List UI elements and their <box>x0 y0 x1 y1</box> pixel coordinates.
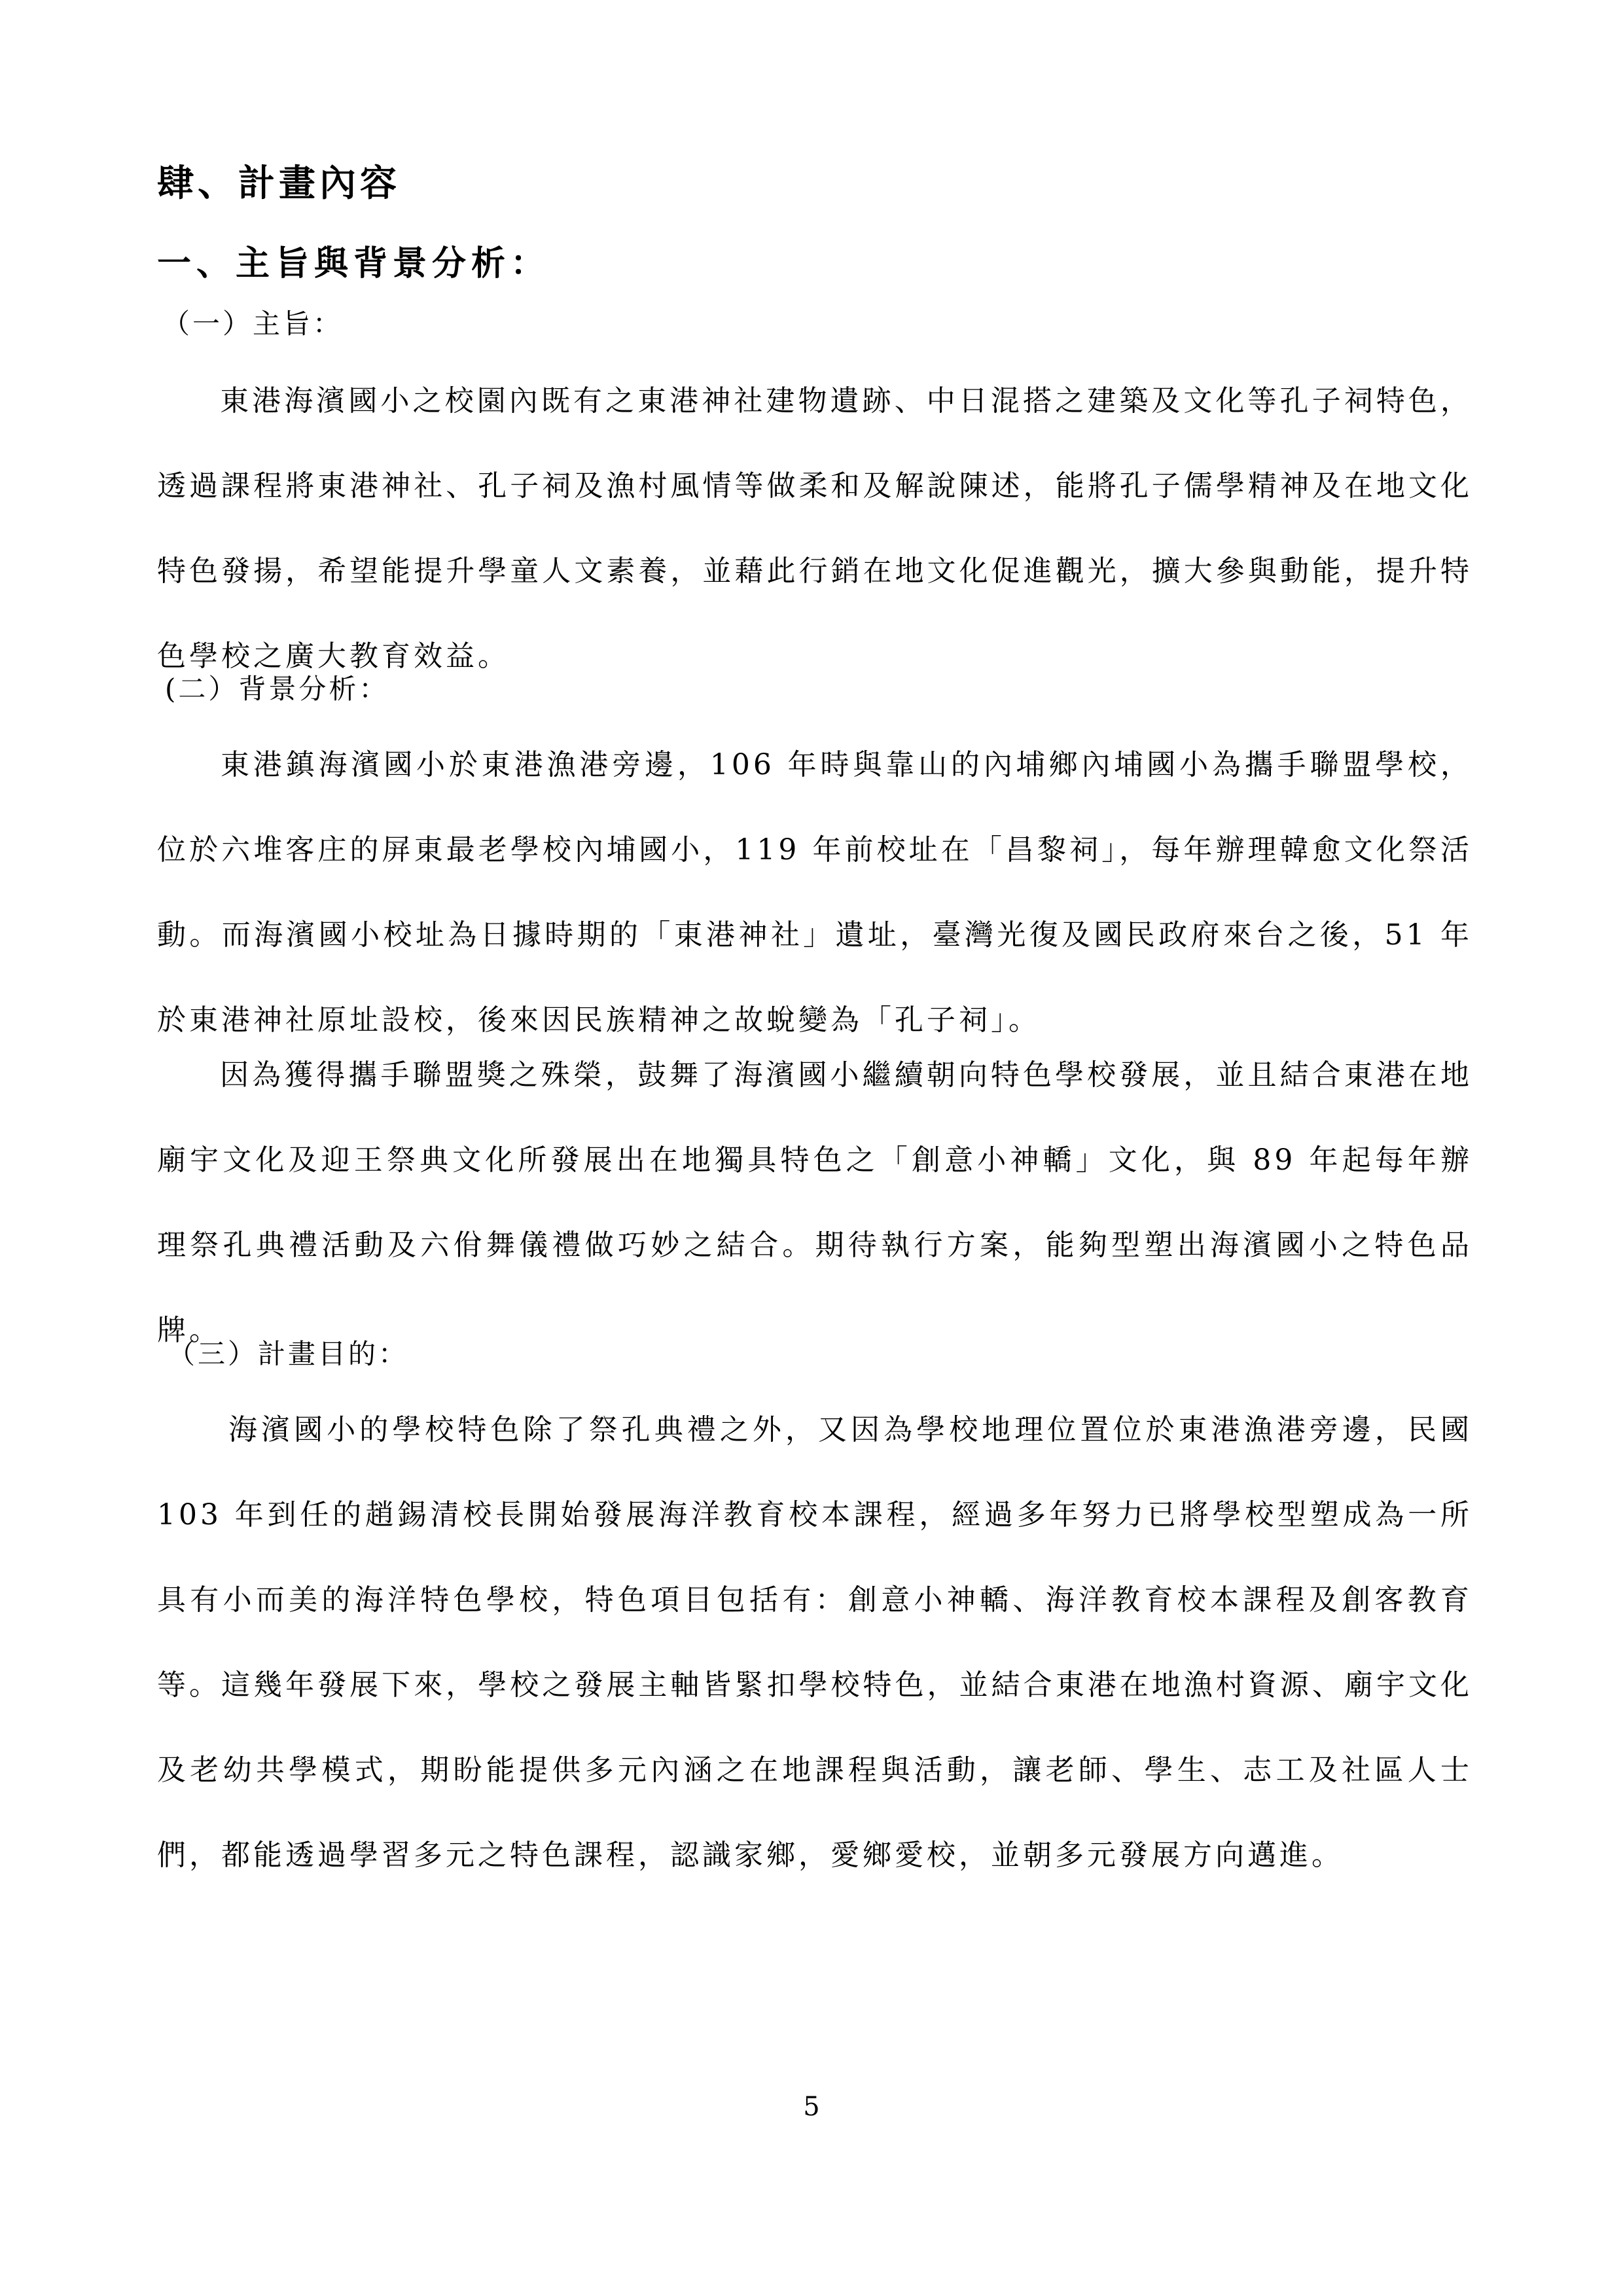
item-label-background: (二）背景分析： <box>165 673 389 705</box>
paragraph-background-1 <box>157 723 1472 1063</box>
item-label-objectives: （三）計畫目的： <box>168 1338 409 1370</box>
section-heading: 肆、計畫內容 <box>157 162 401 205</box>
paragraph-text: 海濱國小的學校特色除了祭孔典禮之外，又因為學校地理位置位於東港漁港旁邊，民國 103 年到任的趙錫清校長開始發展海洋教育校本課程，經過多年努力已將學校型塑成為一所具有小而美的海洋特色學校，特色項目包括有：創意小神轎、海洋教育校本課程及創客教育等。這幾年發展下來，學校之發展主軸皆緊扣學校特色，並結合東港在地漁村資源、廟宇文化及老幼共學模式，期盼能提供多元內涵之在地課程與活動，讓老師、學生、志工及社區人士們，都能透過學習多元之特色課程，認識家鄉，愛鄉愛校，並朝多元發展方向邁進。 <box>157 1413 1472 1872</box>
paragraph-text: 東港海濱國小之校園內既有之東港神社建物遺跡、中日混搭之建築及文化等孔子祠特色，透過課程將東港神社、孔子祠及漁村風情等做柔和及解說陳述，能將孔子儒學精神及在地文化特色發揚，希望能提升學童人文素養，並藉此行銷在地文化促進觀光，擴大參與動能，提升特色學校之廣大教育效益。 <box>157 384 1472 673</box>
paragraph-background-2 <box>157 1033 1472 1373</box>
paragraph-objectives <box>157 1388 1472 1898</box>
item-label-purpose: （一）主旨： <box>162 308 344 340</box>
page-number: 5 <box>803 2092 820 2122</box>
subheading: 一、主旨與背景分析： <box>157 243 550 283</box>
paragraph-text: 因為獲得攜手聯盟獎之殊榮，鼓舞了海濱國小繼續朝向特色學校發展，並且結合東港在地廟宇文化及迎王祭典文化所發展出在地獨具特色之「創意小神轎」文化，與 89 年起每年辦理祭孔典禮活動及六佾舞儀禮做巧妙之結合。期待執行方案，能夠型塑出海濱國小之特色品牌。 <box>157 1058 1472 1347</box>
paragraph-text: 東港鎮海濱國小於東港漁港旁邊，106 年時與靠山的內埔鄉內埔國小為攜手聯盟學校，位於六堆客庄的屏東最老學校內埔國小，119 年前校址在「昌黎祠」，每年辦理韓愈文化祭活動。而海濱國小校址為日據時期的「東港神社」遺址，臺灣光復及國民政府來台之後，51 年於東港神社原址設校，後來因民族精神之故蛻變為「孔子祠」。 <box>157 748 1472 1037</box>
paragraph-purpose <box>157 359 1472 699</box>
